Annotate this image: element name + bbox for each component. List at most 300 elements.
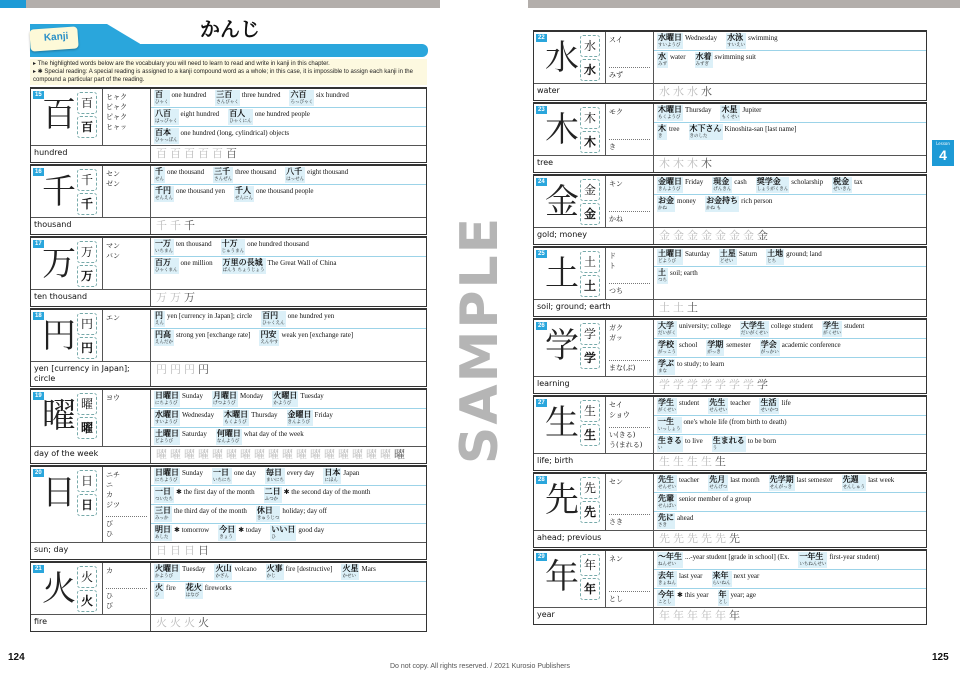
stroke-order — [151, 543, 426, 559]
vocab-kanji: 学ぶ — [658, 359, 674, 368]
entry-number: 19 — [35, 393, 42, 399]
vocab-meaning: one hundred thousand — [247, 240, 309, 248]
vocab-item — [272, 391, 323, 407]
vocab-furigana: かようび — [155, 574, 173, 579]
on-readings — [609, 554, 650, 564]
vocab-item — [832, 177, 863, 193]
vocab-word — [708, 475, 728, 491]
vocabulary-cell — [151, 166, 426, 217]
entry-main-row — [31, 563, 426, 615]
kun-readings — [106, 516, 147, 539]
vocab-furigana: すいようび — [155, 420, 178, 425]
stroke-order — [654, 608, 926, 624]
entry-main-row — [31, 89, 426, 146]
vocab-meaning: Tuesday — [300, 392, 324, 400]
large-kanji: 先 — [545, 480, 579, 520]
vocab-furigana: もくようび — [224, 420, 247, 425]
vocab-meaning: year; age — [730, 591, 756, 599]
vocab-meaning: senior member of a group — [679, 495, 752, 503]
large-kanji: 火 — [42, 569, 76, 609]
vocab-row — [654, 589, 926, 607]
entry-number: 16 — [35, 169, 42, 175]
vocab-meaning: money — [677, 197, 697, 205]
vocab-word — [222, 258, 266, 274]
vocab-kanji: 火曜日 — [273, 391, 298, 400]
vocab-kanji: 先生 — [658, 475, 674, 484]
vocab-item — [719, 249, 757, 265]
vocab-item — [215, 90, 280, 106]
vocab-word — [657, 552, 683, 568]
vocab-item — [689, 124, 797, 140]
vocab-kanji: 学会 — [760, 340, 777, 349]
vocab-item — [185, 583, 232, 599]
stroke-order — [151, 362, 426, 386]
lesson-tab[interactable] — [932, 140, 954, 166]
vocab-kanji: 百 — [155, 90, 163, 99]
stroke-step: 年 — [659, 609, 670, 622]
vocab-furigana: いちにち — [213, 478, 231, 483]
vocab-furigana: げんきん — [713, 187, 732, 192]
vocab-kanji: 年 — [718, 590, 727, 599]
kanji-cell — [31, 467, 103, 542]
stroke-step: 生 — [659, 455, 670, 468]
vocab-item — [657, 268, 698, 284]
vocab-word — [341, 564, 359, 580]
readings-cell — [103, 238, 151, 289]
vocab-item — [266, 564, 333, 580]
vocab-kanji: 一年生 — [799, 552, 824, 561]
vocab-meaning: last semester — [796, 476, 833, 484]
stroke-step: 火 — [184, 616, 195, 629]
stroke-step: 年 — [673, 609, 684, 622]
vocab-meaning: holiday; day off — [282, 507, 327, 515]
kanji-entry — [533, 102, 927, 173]
vocab-kanji: 月曜日 — [213, 391, 237, 400]
stroke-step: 百 — [156, 147, 167, 160]
on-reading: ショウ — [609, 411, 630, 419]
vocab-row — [151, 257, 426, 289]
entry-main-row — [534, 32, 926, 84]
vocab-kanji: 八千 — [286, 167, 303, 176]
kun-reading: みず — [609, 71, 623, 79]
entry-main-row — [534, 551, 926, 608]
stroke-step: 木 — [659, 157, 670, 170]
vocab-kanji: 一生 — [658, 417, 674, 426]
vocab-kanji: 先週 — [842, 475, 859, 484]
vocab-kanji: 土 — [658, 268, 666, 277]
vocab-item — [705, 196, 772, 212]
stroke-step: 火 — [198, 616, 209, 629]
top-bar-right — [528, 0, 960, 8]
vocab-kanji: 花火 — [185, 583, 202, 592]
vocab-kanji: 生まれる — [712, 436, 745, 445]
on-readings — [609, 35, 650, 45]
vocab-item — [706, 340, 751, 356]
vocab-meaning: one thousand people — [256, 187, 314, 195]
vocab-item — [657, 249, 710, 265]
kanji-section-tab: Kanji — [29, 26, 78, 51]
stroke-step: 水 — [701, 85, 712, 98]
stroke-step: 曜 — [184, 448, 195, 461]
vocab-item — [154, 583, 176, 599]
vocab-item — [720, 105, 761, 121]
stroke-step: 先 — [729, 532, 740, 545]
vocab-item — [228, 109, 310, 125]
vocab-item — [726, 33, 778, 49]
vocab-furigana: しょうがくきん — [756, 187, 789, 192]
kanji-entry — [533, 472, 927, 548]
vocab-item — [256, 506, 327, 522]
vocab-item — [265, 468, 314, 484]
vocab-row — [654, 512, 926, 530]
vocab-word — [285, 167, 305, 183]
vocab-word — [221, 239, 246, 255]
stroke-step: 木 — [687, 157, 698, 170]
vocab-word — [657, 359, 675, 375]
vocab-row — [654, 551, 926, 570]
vocab-word — [154, 239, 174, 255]
entry-number: 22 — [538, 35, 545, 41]
vocab-word — [185, 583, 203, 599]
vocab-item — [154, 506, 247, 522]
stroke-step: 金 — [701, 229, 712, 242]
kanji-bold-sample: 曜 — [77, 417, 97, 439]
vocab-furigana: さんぜん — [214, 177, 233, 182]
vocab-item — [657, 33, 717, 49]
on-readings — [609, 323, 650, 343]
vocab-meaning: the third day of the month — [174, 507, 247, 515]
vocab-meaning: tax — [854, 178, 863, 186]
vocab-meaning: ✱ tomorrow — [174, 526, 210, 534]
entry-number: 27 — [538, 400, 545, 406]
stroke-step: 年 — [701, 609, 712, 622]
vocab-item — [708, 475, 759, 491]
kanji-entry — [30, 465, 427, 560]
kanji-print-sample: 千 — [77, 169, 97, 191]
vocab-word — [657, 321, 677, 337]
large-kanji: 曜 — [42, 396, 76, 436]
vocab-meaning: eight thousand — [307, 168, 349, 176]
vocab-item — [259, 330, 353, 346]
vocab-item — [657, 398, 699, 414]
vocab-item — [154, 330, 250, 346]
kanji-print-sample: 百 — [77, 92, 97, 114]
vocab-kanji: 水泳 — [727, 33, 744, 42]
large-kanji: 土 — [545, 254, 579, 294]
on-readings — [106, 393, 147, 403]
vocab-furigana: いちまん — [155, 249, 173, 254]
readings-cell — [606, 104, 654, 155]
on-reading: ピャク — [106, 113, 127, 121]
vocab-meaning: last week — [868, 476, 895, 484]
stroke-step: 百 — [184, 147, 195, 160]
large-kanji: 金 — [545, 182, 579, 222]
vocab-word — [256, 506, 281, 522]
kanji-bold-sample: 水 — [580, 59, 600, 81]
vocab-furigana: せんせい — [658, 485, 676, 490]
vocab-meaning: volcano — [234, 565, 257, 573]
vocab-furigana: せんげつ — [709, 485, 728, 490]
entry-number: 28 — [538, 477, 545, 483]
kanji-meaning: gold; money — [534, 228, 654, 244]
vocab-word — [726, 33, 746, 49]
vocab-meaning: ✱ this year — [677, 591, 709, 599]
vocab-row — [654, 123, 926, 155]
vocab-kanji: 土星 — [719, 249, 736, 258]
kanji-cell — [31, 310, 103, 361]
on-readings — [609, 477, 650, 487]
on-readings — [106, 241, 147, 261]
vocab-word — [822, 321, 842, 337]
stroke-step: 水 — [659, 85, 670, 98]
kun-reading: う(まれる) — [609, 441, 643, 449]
vocab-kanji: 来年 — [712, 571, 729, 580]
vocab-kanji: 休日 — [256, 506, 273, 515]
vocab-item — [154, 391, 203, 407]
vocab-meaning: one thousand yen — [176, 187, 225, 195]
vocab-meaning: ahead — [677, 514, 694, 522]
stroke-order — [654, 84, 926, 100]
kanji-meaning: year — [534, 608, 654, 624]
vocab-kanji: 水着 — [695, 52, 712, 61]
vocab-kanji: 木曜日 — [224, 410, 249, 419]
on-readings — [106, 313, 147, 323]
kanji-print-sample: 土 — [580, 251, 600, 273]
vocab-item — [216, 429, 304, 445]
vocab-word — [657, 475, 677, 491]
kun-reading: ひ — [106, 592, 113, 600]
stroke-step: 金 — [673, 229, 684, 242]
stroke-step: 曜 — [240, 448, 251, 461]
vocab-kanji: 一日 — [213, 468, 229, 477]
vocab-furigana: がっこう — [658, 350, 676, 355]
vocab-item — [218, 525, 261, 541]
vocab-kanji: 木星 — [721, 105, 738, 114]
vocab-row — [654, 493, 926, 512]
stroke-order — [151, 290, 426, 306]
stroke-step: 千 — [170, 219, 181, 232]
vocabulary-cell — [151, 310, 426, 361]
vocab-row — [151, 127, 426, 145]
kun-reading: かね — [609, 215, 623, 223]
kanji-meaning: hundred — [31, 146, 151, 162]
instructions — [30, 59, 427, 85]
vocab-furigana: まな — [658, 369, 667, 374]
on-reading: マン — [106, 242, 120, 250]
kanji-meaning: ten thousand — [31, 290, 151, 306]
vocab-row — [151, 329, 426, 361]
large-kanji: 円 — [42, 316, 76, 356]
page-number-right: 125 — [932, 652, 949, 663]
vocab-furigana: はっせん — [286, 177, 305, 182]
vocab-furigana: さき — [658, 523, 667, 528]
vocab-item — [261, 311, 334, 327]
kun-readings — [609, 211, 650, 224]
stroke-step: 学 — [757, 378, 768, 391]
vocab-kanji: 八百 — [155, 109, 171, 118]
vocab-meaning: fireworks — [204, 584, 232, 592]
kanji-entry — [30, 388, 427, 464]
entry-number: 18 — [35, 313, 42, 319]
kanji-meaning: sun; day — [31, 543, 151, 559]
vocab-meaning: Japan — [343, 469, 360, 477]
vocab-row — [151, 582, 426, 614]
vocab-word — [154, 468, 180, 484]
vocab-kanji: 火星 — [342, 564, 359, 573]
vocab-row — [654, 267, 926, 299]
vocab-row — [151, 524, 426, 542]
vocab-furigana: さんびゃく — [216, 100, 239, 105]
stroke-step: 万 — [184, 291, 195, 304]
kanji-print-sample: 水 — [580, 35, 600, 57]
kun-reading: び — [106, 520, 113, 528]
stroke-step: 百 — [170, 147, 181, 160]
vocab-row — [151, 89, 426, 108]
vocab-word — [154, 429, 180, 445]
vocab-kanji: 先生 — [709, 398, 726, 407]
vocab-furigana: ついたち — [155, 497, 173, 502]
vocab-item — [657, 513, 693, 529]
vocab-word — [212, 391, 238, 407]
kanji-cell — [534, 32, 606, 83]
vocab-kanji: 先学期 — [769, 475, 794, 484]
vocab-item — [221, 239, 309, 255]
on-readings — [609, 107, 650, 117]
vocab-row — [654, 474, 926, 493]
stroke-step: 年 — [687, 609, 698, 622]
vocab-furigana: き — [658, 134, 663, 139]
kun-readings — [609, 427, 650, 450]
large-kanji: 万 — [42, 244, 76, 284]
vocab-kanji: 百本 — [155, 128, 171, 137]
stroke-step: 千 — [184, 219, 195, 232]
vocab-word — [154, 525, 172, 541]
vocab-word — [712, 571, 732, 587]
readings-cell — [103, 310, 151, 361]
vocab-item — [822, 321, 864, 337]
vocabulary-cell — [151, 563, 426, 614]
on-reading: ヒャッ — [106, 123, 127, 131]
vocab-item — [798, 552, 879, 568]
vocab-furigana: げつようび — [213, 401, 236, 406]
vocab-word — [216, 429, 242, 445]
vocab-word — [706, 340, 724, 356]
kanji-cell — [534, 474, 606, 530]
vocabulary-cell — [654, 32, 926, 83]
on-reading: カ — [106, 567, 113, 575]
stroke-step: 年 — [715, 609, 726, 622]
vocab-item — [154, 468, 203, 484]
vocab-word — [718, 590, 729, 606]
vocab-word — [720, 105, 740, 121]
vocab-meaning: one hundred (long, cylindrical) objects — [180, 129, 290, 137]
vocab-meaning: strong yen [exchange rate] — [176, 331, 251, 339]
vocab-kanji: 奨学金 — [756, 177, 781, 186]
readings-cell — [606, 248, 654, 299]
vocab-row — [151, 428, 426, 446]
vocab-kanji: 金曜日 — [658, 177, 682, 186]
vocab-kanji: 学期 — [707, 340, 724, 349]
on-reading: ビャク — [106, 103, 127, 111]
on-reading: モク — [609, 108, 623, 116]
vocab-furigana: せんせい — [709, 408, 728, 413]
vocab-word — [287, 410, 313, 426]
vocab-furigana: がっかい — [760, 350, 779, 355]
stroke-step: 百 — [198, 147, 209, 160]
stroke-step: 先 — [715, 532, 726, 545]
vocab-meaning: Friday — [314, 411, 333, 419]
stroke-order — [654, 300, 926, 316]
vocab-meaning: cash — [734, 178, 747, 186]
stroke-step: 曜 — [268, 448, 279, 461]
vocab-meaning: one's whole life (from birth to death) — [683, 418, 787, 426]
vocab-word — [154, 258, 179, 274]
large-kanji: 生 — [545, 403, 579, 443]
vocab-word — [760, 340, 780, 356]
instruction-line: ▸ The highlighted words below are the vocabulary you will need to learn to read and write in kanji in this chapter. — [33, 61, 330, 67]
stroke-step: 木 — [701, 157, 712, 170]
kanji-entry — [30, 561, 427, 632]
kanji-meaning: soil; ground; earth — [534, 300, 654, 316]
vocab-furigana: にちようび — [155, 401, 178, 406]
vocab-meaning: ✱ today — [238, 526, 262, 534]
large-kanji: 学 — [545, 326, 579, 366]
vocab-furigana: みず — [658, 62, 667, 67]
vocab-kanji: 三千 — [214, 167, 231, 176]
kun-reading: ひ — [106, 530, 113, 538]
vocab-furigana: にちようび — [155, 478, 178, 483]
stroke-step: 曜 — [170, 448, 181, 461]
vocab-word — [265, 468, 285, 484]
stroke-order — [151, 146, 426, 162]
vocab-item — [154, 109, 219, 125]
vocab-meaning: water — [670, 53, 686, 61]
meaning-row — [534, 454, 926, 470]
vocab-furigana: かせい — [342, 574, 356, 579]
vocab-meaning: ...-year student [grade in school] (Ex. — [685, 553, 790, 561]
vocab-furigana: まいにち — [265, 478, 284, 483]
kanji-bold-sample: 先 — [580, 501, 600, 523]
stroke-step: 曜 — [198, 448, 209, 461]
vocab-word — [214, 564, 232, 580]
vocab-word — [259, 330, 279, 346]
vocab-furigana: ぜいきん — [833, 187, 852, 192]
readings-cell — [103, 563, 151, 614]
stroke-step: 学 — [687, 378, 698, 391]
vocab-kanji: 学生 — [658, 398, 674, 407]
vocab-furigana: はっぴゃく — [155, 119, 178, 124]
stroke-step: 曜 — [394, 448, 405, 461]
kanji-cell — [31, 166, 103, 217]
stroke-step: 火 — [170, 616, 181, 629]
vocab-word — [657, 417, 682, 433]
vocab-kanji: いい日 — [271, 525, 296, 534]
meaning-row — [534, 84, 926, 100]
stroke-step: 金 — [729, 229, 740, 242]
entry-main-row — [31, 467, 426, 543]
stroke-step: 曜 — [282, 448, 293, 461]
on-readings — [106, 92, 147, 132]
vocab-row — [654, 397, 926, 416]
kanji-bold-sample: 火 — [77, 590, 97, 612]
kanji-meaning: learning — [534, 377, 654, 393]
vocab-furigana: せん — [155, 177, 164, 182]
vocab-furigana: きょねん — [658, 581, 676, 586]
vocab-item — [323, 468, 359, 484]
vocab-furigana: ことし — [658, 600, 672, 605]
sample-watermark: SAMPLE — [450, 215, 510, 465]
stroke-step: 土 — [673, 301, 684, 314]
